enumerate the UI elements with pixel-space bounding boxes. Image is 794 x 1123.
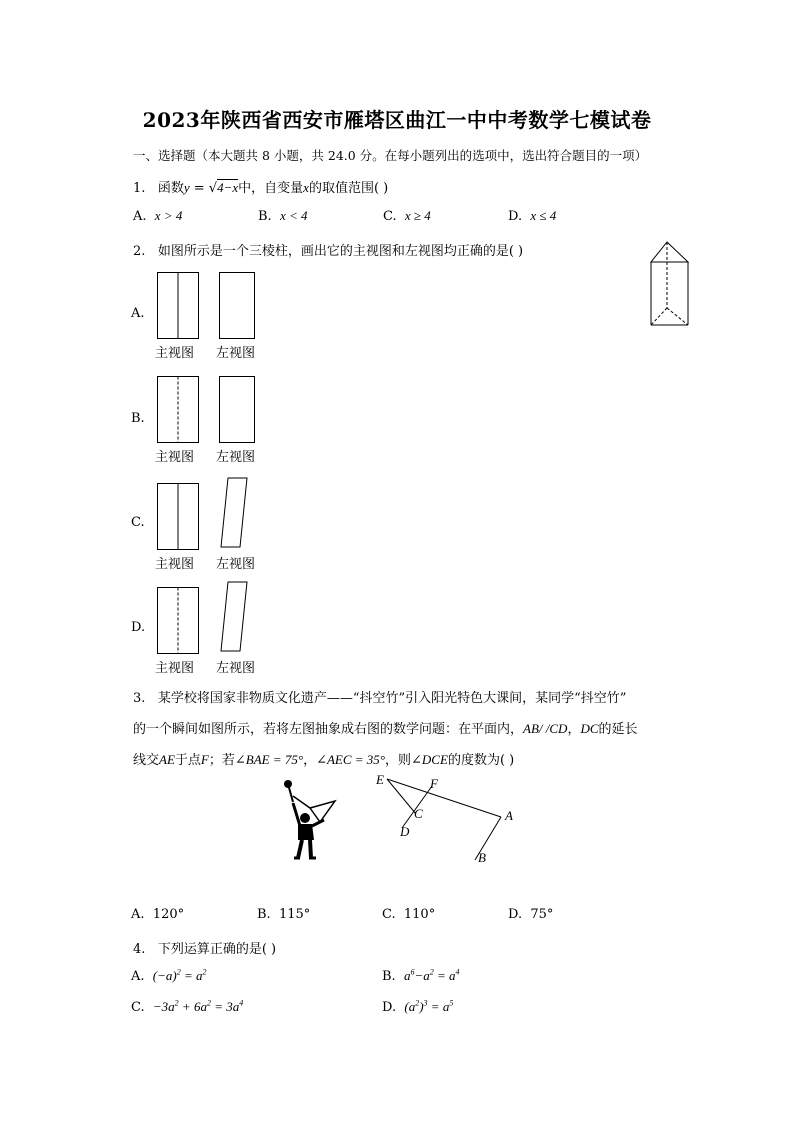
option-text: 110° [403, 907, 436, 922]
diabolo-player-image [280, 778, 342, 864]
left-view-a [219, 272, 257, 340]
option-d[interactable] [382, 999, 453, 1015]
option-label: B. [258, 209, 272, 224]
math-expr: F [200, 752, 209, 767]
question-text: 线交 [133, 753, 160, 768]
caption-left: 左视图 [216, 661, 256, 676]
question-text: 中，自变量 [238, 181, 304, 196]
left-view-d [219, 581, 251, 653]
option-text: x < 4 [279, 208, 308, 223]
math-expr: ∠AEC = 35° [316, 752, 386, 767]
math-expr: ∠BAE = 75° [234, 752, 304, 767]
question-3-line-2 [133, 718, 638, 737]
caption-front: 主视图 [155, 346, 195, 361]
question-number: 1. [133, 181, 146, 196]
option-label: A. [131, 969, 145, 984]
math-var: y [183, 180, 190, 195]
question-text: ， [303, 753, 317, 768]
option-a[interactable] [131, 907, 184, 922]
sqrt-sign: √ [208, 181, 218, 196]
option-label: C. [383, 209, 397, 224]
question-2-stem [133, 240, 523, 259]
option-b[interactable]: B. [131, 411, 145, 426]
sqrt-radicand: 4−x [217, 180, 239, 195]
caption-left: 左视图 [216, 450, 256, 465]
question-3-line-3 [133, 749, 514, 768]
option-b[interactable] [257, 907, 310, 922]
math-expr: $-3a^2 + 6a^2 = 3a^4$ [152, 998, 244, 1014]
option-c[interactable]: C. [131, 515, 145, 530]
question-text: 的一个瞬间如图所示，若将左图抽象成右图的数学问题：在平面内， [133, 722, 524, 737]
option-d[interactable] [508, 208, 556, 224]
math-expr: AE [159, 752, 175, 767]
option-text: 120° [152, 907, 185, 922]
option-label: D. [508, 907, 523, 922]
option-a[interactable] [133, 208, 182, 224]
option-c[interactable] [383, 208, 431, 224]
question-number: 3. [133, 691, 146, 706]
question-1-stem [133, 177, 388, 196]
math-expr: ∠DCE [411, 752, 448, 767]
option-text: x > 4 [154, 208, 183, 223]
point-b-label: B [478, 850, 486, 865]
option-label: B. [257, 907, 271, 922]
front-view-c [157, 483, 201, 551]
math-expr: DC [580, 721, 599, 736]
question-text: ，则 [385, 753, 412, 768]
question-text: 的度数为( ) [447, 753, 515, 768]
question-number: 2. [133, 244, 146, 259]
point-a-label: A [505, 808, 513, 823]
question-text: ， [567, 722, 581, 737]
front-view-b [157, 376, 201, 444]
left-view-c [219, 477, 251, 549]
question-text: ；若 [208, 753, 235, 768]
question-text: 某学校将国家非物质文化遗产——“抖空竹”引入阳光特色大课间，某同学“抖空竹” [157, 691, 627, 706]
caption-left: 左视图 [216, 346, 256, 361]
option-b[interactable] [382, 968, 460, 984]
option-text: 115° [278, 907, 311, 922]
point-d-label: D [400, 824, 410, 839]
question-text: 于点 [174, 753, 201, 768]
caption-front: 主视图 [155, 557, 195, 572]
question-text: 如图所示是一个三棱柱，画出它的主视图和左视图均正确的是( ) [157, 244, 524, 259]
question-3-line-1 [133, 687, 626, 706]
option-b[interactable] [258, 208, 308, 224]
option-label: C. [382, 907, 396, 922]
caption-left: 左视图 [216, 557, 256, 572]
front-view-d [157, 587, 201, 655]
page-title: 2023年陕西省西安市雁塔区曲江一中中考数学七模试卷 [142, 108, 652, 132]
front-view-a [157, 272, 201, 340]
point-c-label: C [414, 806, 423, 821]
math-op: = [193, 181, 205, 196]
option-label: C. [131, 1000, 145, 1015]
option-d[interactable] [508, 907, 553, 922]
option-label: D. [382, 1000, 397, 1015]
point-f-label: F [430, 776, 438, 791]
option-label: A. [131, 907, 145, 922]
question-number: 4. [133, 942, 146, 957]
option-label: D. [508, 209, 523, 224]
math-var: x [303, 180, 309, 195]
option-text: x ≥ 4 [404, 208, 431, 223]
option-text: x ≤ 4 [530, 208, 557, 223]
option-d[interactable]: D. [131, 620, 146, 635]
question-text: 函数 [157, 181, 184, 196]
question-4-stem [133, 938, 276, 957]
math-expr: $a^6-a^2 = a^4$ [403, 967, 460, 983]
option-label: B. [382, 969, 396, 984]
caption-front: 主视图 [155, 661, 195, 676]
left-view-b [219, 376, 257, 444]
math-expr: AB/ /CD [523, 721, 568, 736]
math-expr: $(-a)^2 = a^2$ [152, 967, 207, 983]
caption-front: 主视图 [155, 450, 195, 465]
option-label: A. [133, 209, 147, 224]
option-text: 75° [530, 907, 554, 922]
question-text: 的取值范围( ) [308, 181, 389, 196]
option-a[interactable]: A. [131, 306, 145, 321]
question-text: 下列运算正确的是( ) [157, 942, 277, 957]
math-expr: $(a^2)^3 = a^5$ [404, 998, 454, 1014]
option-c[interactable] [131, 999, 243, 1015]
option-c[interactable] [382, 907, 435, 922]
option-a[interactable] [131, 968, 207, 984]
question-text: 的延长 [598, 722, 638, 737]
prism-figure [645, 240, 695, 332]
section-heading: 一、选择题（本大题共 8 小题，共 24.0 分。在每小题列出的选项中，选出符合题目的一项） [133, 148, 648, 163]
point-e-label: E [376, 772, 384, 787]
